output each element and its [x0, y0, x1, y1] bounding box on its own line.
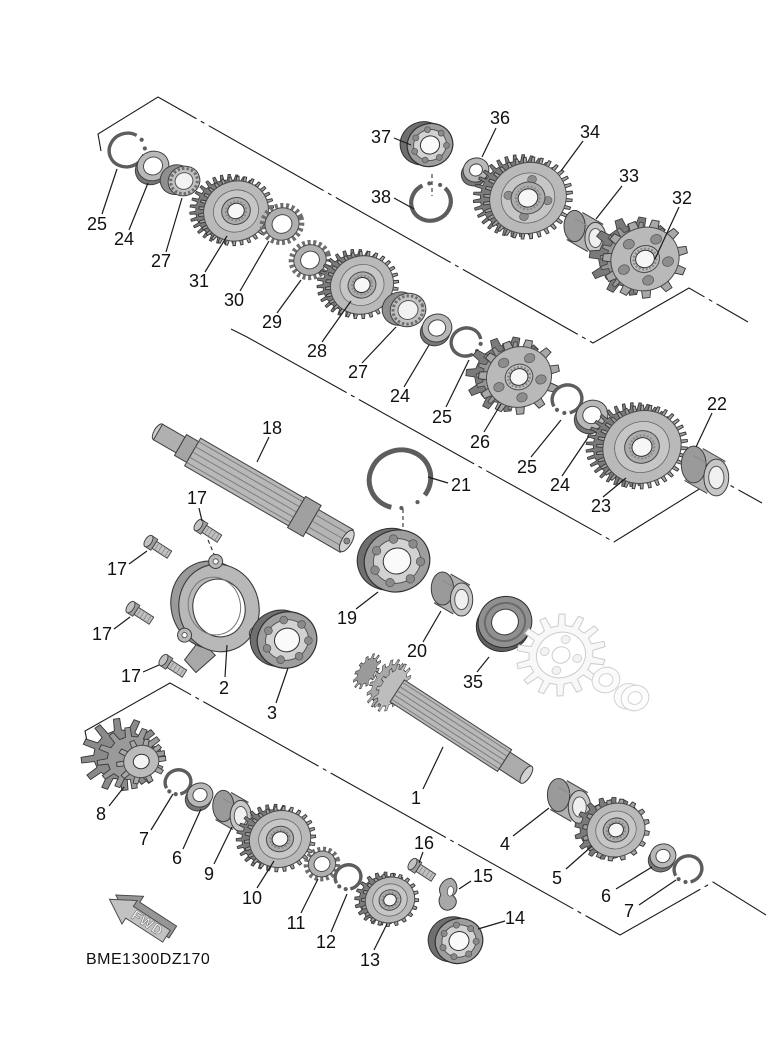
- leader-line-3: [276, 668, 288, 703]
- callout-20: 20: [406, 641, 428, 661]
- callout-24: 24: [113, 229, 135, 249]
- leader-line-25: [446, 360, 469, 407]
- leader-line-8: [109, 787, 124, 806]
- leader-line-16: [419, 852, 423, 863]
- callout-2: 2: [218, 678, 230, 698]
- callout-21: 21: [450, 475, 472, 495]
- leader-line-24: [562, 436, 589, 476]
- part-snap-ring-21: [361, 441, 439, 517]
- leader-line-6: [183, 809, 201, 849]
- callout-32: 32: [671, 188, 693, 208]
- leader-line-12: [331, 894, 347, 932]
- leader-line-31: [205, 236, 227, 272]
- fwd-arrow: [102, 882, 181, 950]
- callout-3: 3: [266, 703, 278, 723]
- callout-12: 12: [315, 932, 337, 952]
- leader-line-36: [482, 128, 496, 157]
- callout-24: 24: [549, 475, 571, 495]
- callout-16: 16: [413, 833, 435, 853]
- callout-25: 25: [86, 214, 108, 234]
- callout-19: 19: [336, 608, 358, 628]
- leader-line-18: [257, 437, 269, 462]
- leader-line-27: [362, 327, 396, 363]
- callout-24: 24: [389, 386, 411, 406]
- callout-36: 36: [489, 108, 511, 128]
- callout-25: 25: [431, 407, 453, 427]
- part-input-shaft-1: [344, 643, 544, 799]
- leader-line-14: [478, 921, 505, 929]
- callout-6: 6: [171, 848, 183, 868]
- part-bolt-17d: [192, 518, 223, 544]
- part-circlip-38: [405, 176, 456, 226]
- part-washer-6a: [181, 779, 217, 814]
- part-bushing-22: [681, 446, 728, 496]
- callout-1: 1: [410, 788, 422, 808]
- part-bolt-17c: [157, 653, 188, 679]
- leader-line-29: [277, 280, 301, 313]
- leader-line-7: [639, 880, 676, 905]
- leader-line-27: [166, 198, 182, 252]
- callout-6: 6: [600, 886, 612, 906]
- callout-27: 27: [347, 362, 369, 382]
- part-ball-bearing-14: [422, 908, 489, 972]
- leader-line-1: [423, 747, 443, 789]
- callout-8: 8: [95, 804, 107, 824]
- callout-5: 5: [551, 868, 563, 888]
- part-bolt-17b: [124, 600, 155, 626]
- callout-22: 22: [706, 394, 728, 414]
- part-output-shaft-18: [146, 414, 361, 559]
- callout-17: 17: [91, 624, 113, 644]
- leader-line-22: [696, 413, 712, 447]
- callout-30: 30: [223, 290, 245, 310]
- callout-31: 31: [188, 271, 210, 291]
- part-ball-bearing-37: [394, 113, 459, 175]
- callout-28: 28: [306, 341, 328, 361]
- callout-37: 37: [370, 127, 392, 147]
- callout-18: 18: [261, 418, 283, 438]
- leader-line-13: [374, 924, 387, 950]
- diagram-code: BME1300DZ170: [86, 951, 211, 968]
- leader-line-19: [356, 592, 378, 609]
- callout-27: 27: [150, 251, 172, 271]
- leader-line-25: [102, 169, 117, 214]
- callout-7: 7: [138, 829, 150, 849]
- callout-17: 17: [120, 666, 142, 686]
- callout-10: 10: [241, 888, 263, 908]
- callout-17: 17: [186, 488, 208, 508]
- part-ball-bearing-19: [348, 517, 438, 603]
- leader-line-9: [214, 827, 232, 864]
- callout-14: 14: [504, 908, 526, 928]
- leader-line-25: [531, 420, 561, 457]
- part-bolt-16: [406, 857, 437, 883]
- callout-11: 11: [286, 913, 306, 933]
- part-cluster-gear-8: [73, 709, 172, 801]
- callout-13: 13: [359, 950, 381, 970]
- leader-line-20: [423, 611, 441, 642]
- fwd-arrow-label: FWD: [128, 906, 167, 940]
- part-spacer-20: [431, 572, 472, 616]
- leader-line-4: [513, 808, 549, 836]
- leader-line-24: [129, 183, 148, 230]
- part-dog-gear-26: [455, 322, 569, 429]
- callout-26: 26: [469, 432, 491, 452]
- callout-17: 17: [106, 559, 128, 579]
- callout-25: 25: [516, 457, 538, 477]
- part-bolt-17a: [142, 534, 173, 560]
- leader-line-17: [114, 617, 130, 629]
- leader-line-35: [477, 657, 489, 672]
- leader-line-24: [404, 345, 429, 387]
- leader-line-17: [143, 665, 159, 672]
- callout-34: 34: [579, 122, 601, 142]
- leader-line-17: [129, 551, 147, 564]
- leader-line-11: [301, 879, 318, 913]
- leader-line-30: [240, 241, 269, 291]
- leader-line-34: [561, 141, 583, 171]
- part-stopper-plate-15: [437, 877, 460, 912]
- leader-line-5: [566, 846, 592, 869]
- callout-9: 9: [203, 864, 215, 884]
- leader-line-7: [151, 794, 173, 830]
- leader-line-15: [459, 881, 471, 889]
- callout-35: 35: [462, 672, 484, 692]
- leader-line-6: [616, 867, 652, 889]
- leader-line-33: [596, 186, 622, 219]
- callout-7: 7: [623, 901, 635, 921]
- callout-29: 29: [261, 312, 283, 332]
- callout-38: 38: [370, 187, 392, 207]
- callout-33: 33: [618, 166, 640, 186]
- part-gear-34: [462, 139, 585, 254]
- callout-4: 4: [499, 834, 511, 854]
- callout-15: 15: [472, 866, 494, 886]
- callout-23: 23: [590, 496, 612, 516]
